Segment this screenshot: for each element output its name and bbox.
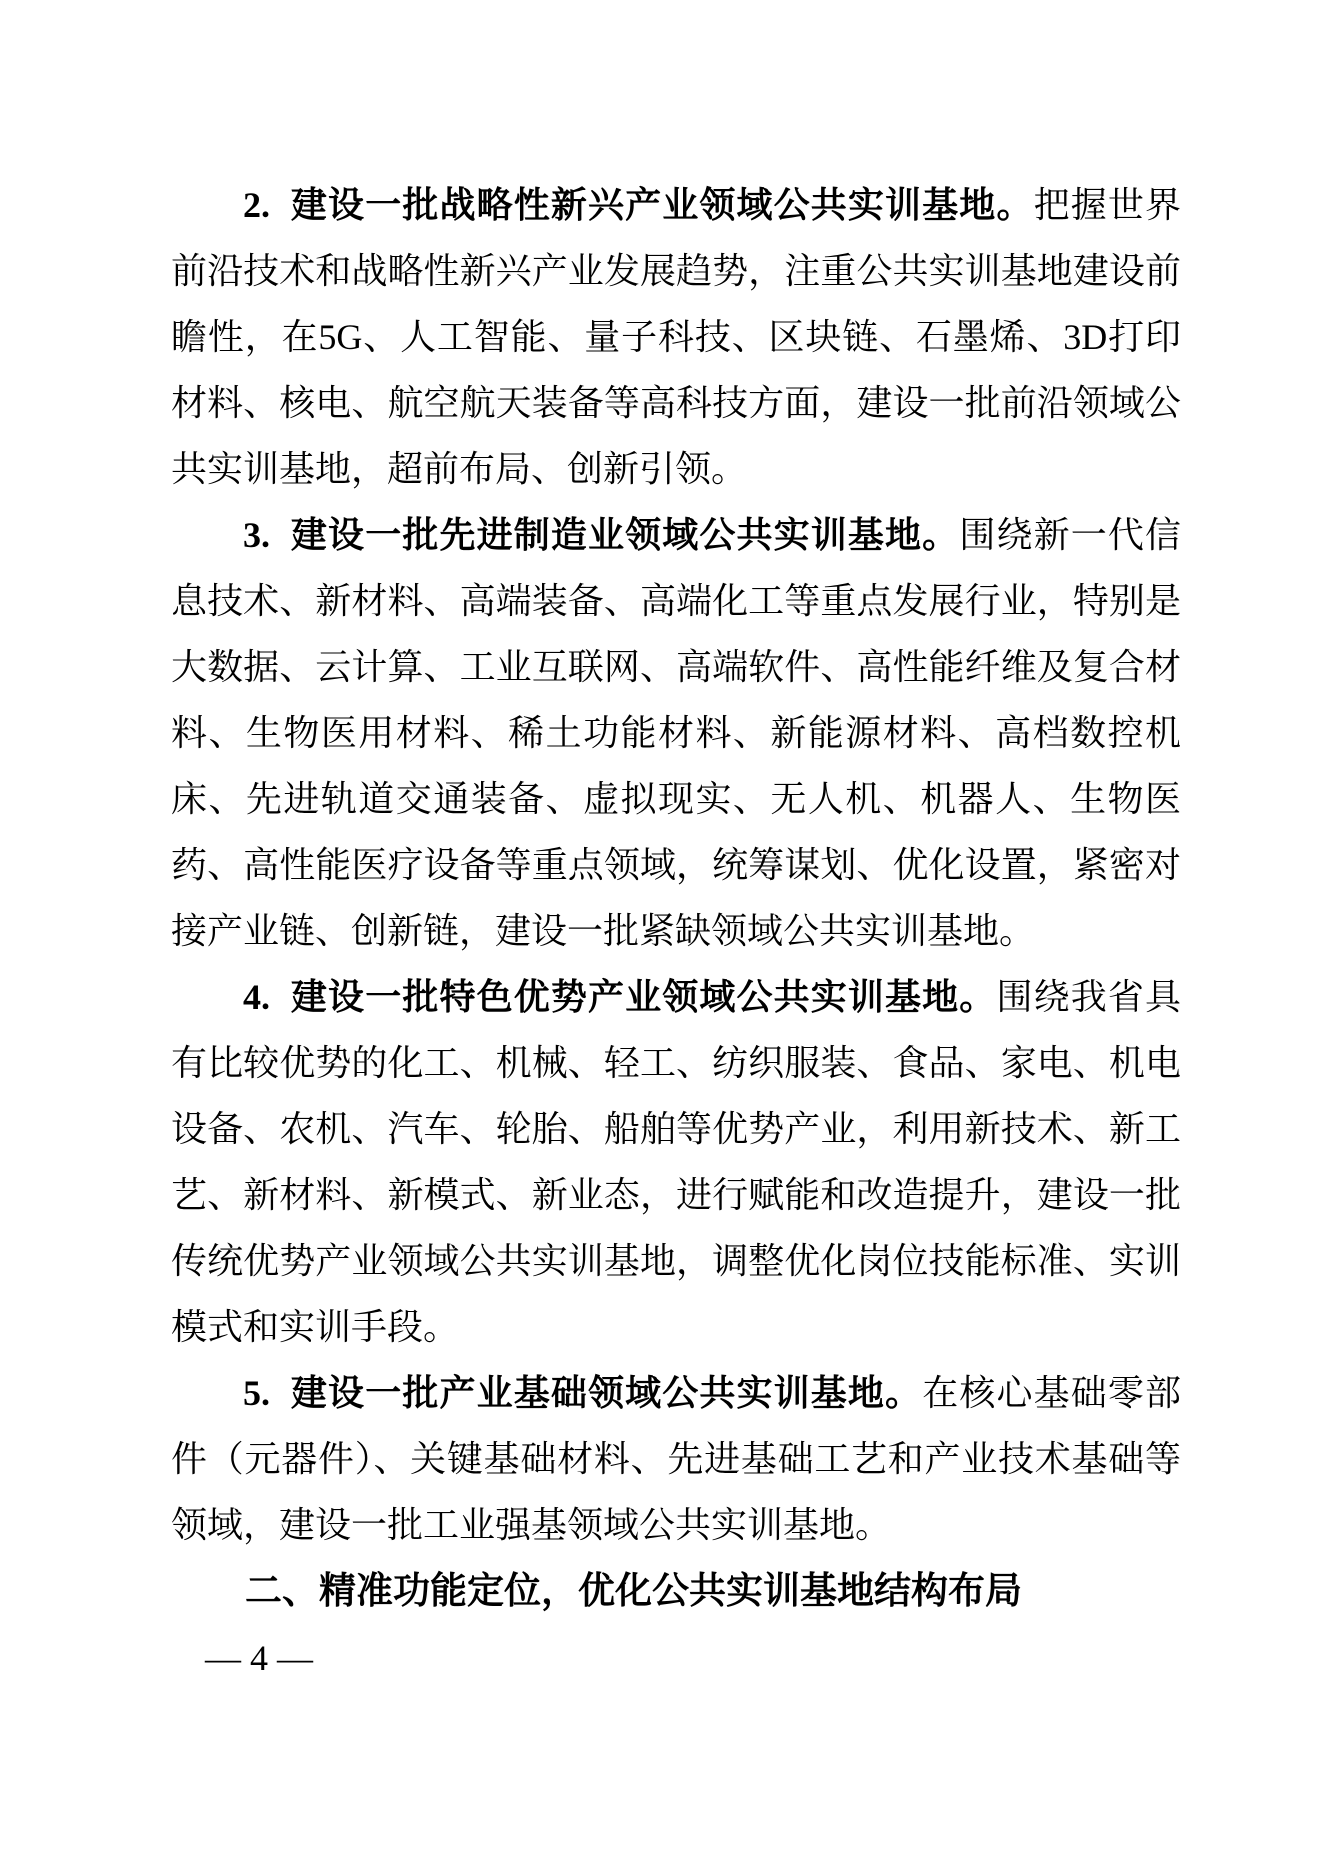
paragraph-body-text: 围绕我省具有比较优势的化工、机械、轻工、纺织服装、食品、家电、机电设备、农机、汽车、轮胎、船舶等优势产业，利用新技术、新工艺、新材料、新模式、新业态，进行赋能和改造提升，建设一批传统优势产业领域公共实训基地，调整优化岗位技能标准、实训模式和实训手段。: [171, 977, 1181, 1347]
paragraph-lead-sentence: 建设一批战略性新兴产业领域公共实训基地。: [289, 185, 1034, 225]
paragraph-body-text: 在核心基础零部件（元器件）、关键基础材料、先进基础工艺和产业技术基础等领域，建设一批工业强基领域公共实训基地。: [171, 1373, 1181, 1545]
paragraph-item-3: [171, 502, 1181, 964]
paragraph-number: 5.: [243, 1373, 270, 1413]
document-body: [171, 172, 1181, 1624]
paragraph-lead-sentence: 建设一批产业基础领域公共实训基地。: [289, 1373, 923, 1413]
section-heading: 二、精准功能定位，优化公共实训基地结构布局: [245, 1570, 1022, 1611]
page-number: — 4 —: [205, 1638, 313, 1678]
paragraph-item-5: [171, 1360, 1181, 1558]
paragraph-lead-sentence: 建设一批先进制造业领域公共实训基地。: [289, 515, 960, 555]
paragraph-number: 2.: [243, 185, 270, 225]
paragraph-item-2: [171, 172, 1181, 502]
paragraph-number: 3.: [243, 515, 270, 555]
paragraph-number: 4.: [243, 977, 270, 1017]
paragraph-body-text: 把握世界前沿技术和战略性新兴产业发展趋势，注重公共实训基地建设前瞻性，在5G、人工智能、量子科技、区块链、石墨烯、3D打印材料、核电、航空航天装备等高科技方面，建设一批前沿领域公共实训基地，超前布局、创新引领。: [171, 185, 1181, 489]
paragraph-item-4: [171, 964, 1181, 1360]
paragraph-body-text: 围绕新一代信息技术、新材料、高端装备、高端化工等重点发展行业，特别是大数据、云计算、工业互联网、高端软件、高性能纤维及复合材料、生物医用材料、稀土功能材料、新能源材料、高档数控机床、先进轨道交通装备、虚拟现实、无人机、机器人、生物医药、高性能医疗设备等重点领域，统筹谋划、优化设置，紧密对接产业链、创新链，建设一批紧缺领域公共实训基地。: [171, 515, 1181, 951]
paragraph-lead-sentence: 建设一批特色优势产业领域公共实训基地。: [289, 977, 997, 1017]
